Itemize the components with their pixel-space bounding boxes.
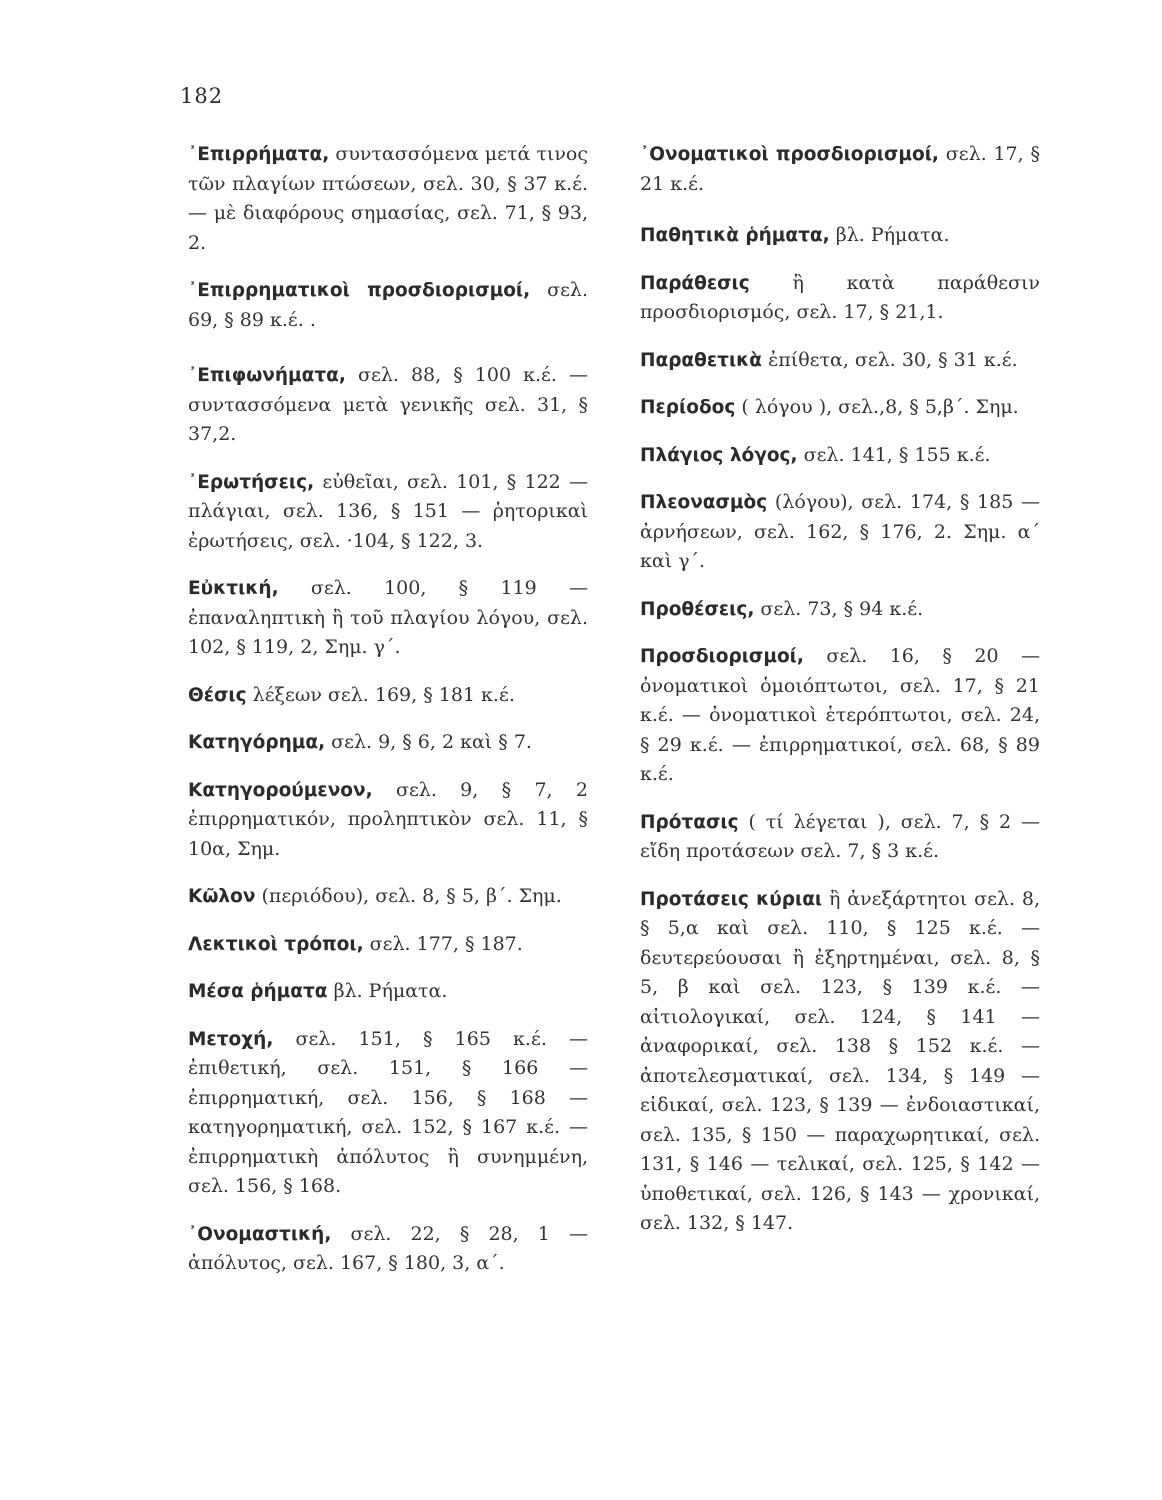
entry-term: ᾿Ερωτήσεις, [188,471,315,493]
entry-term: Κατηγορούμενον, [188,779,373,801]
entry-term: Μέσα ῥήματα [188,981,328,1002]
index-column-right [640,140,1040,1257]
entry-references: ἢ κατὰ παράθεσιν προσδιορισμός, σελ. 17, § 21,1. [640,271,1040,323]
entry-references: συντασσόμενα μετά τινος τῶν πλαγίων πτώσεων, σελ. 30, § 37 κ.έ. — μὲ διαφόρους σημασίας, σελ. 71, § 93, 2. [188,143,588,254]
index-entry [188,361,588,450]
entry-references: ( λόγου ), σελ.,8, § 5,β΄. Σημ. [741,396,1019,418]
entry-references: σελ. 73, § 94 κ.έ. [760,597,924,620]
index-entry [640,642,1040,790]
entry-term: Λεκτικοὶ τρόποι, [188,933,364,955]
index-entry [188,728,588,758]
entry-term: Προτάσεις κύριαι [640,888,823,910]
entry-references: σελ. 100, § 119 — ἐπαναληπτικὴ ἢ τοῦ πλαγίου λόγου, σελ. 102, § 119, 2, Σημ. γ΄. [188,577,588,658]
entry-references: λέξεων σελ. 169, § 181 κ.έ. [252,683,515,706]
entry-references: βλ. Ρήματα. [835,224,950,246]
entry-term: Παραθετικὰ [640,349,763,371]
index-entry [188,930,588,960]
entry-references: (λόγου), σελ. 174, § 185 — ἀρνήσεων, σελ. 162, § 176, 2. Σημ. α΄ καὶ γ΄. [640,491,1040,572]
index-entry [188,1025,588,1202]
entry-term: ᾿Ονοματικοὶ προσδιορισμοί, [640,144,939,165]
index-entry [640,221,1040,251]
entry-references: εὐθεῖαι, σελ. 101, § 122 — πλάγιαι, σελ. 136, § 151 — ῥητορικαὶ ἐρωτήσεις, σελ. ·104, § 122, 3. [188,470,588,552]
entry-references: σελ. 177, § 187. [369,932,523,955]
index-entry [188,140,588,258]
index-entry [640,885,1040,1239]
index-entry [640,393,1040,423]
entry-references: βλ. Ρήματα. [333,980,448,1002]
entry-term: Παθητικὰ ῥήματα, [640,225,830,246]
index-entry [188,468,588,557]
index-entry [640,595,1040,625]
page-number: 182 [180,84,224,108]
entry-term: Προσδιορισμοί, [640,646,804,667]
index-entry [640,488,1040,577]
entry-term: ᾿Επιρρήματα, [188,144,330,165]
index-entry [188,681,588,711]
entry-references: σελ. 151, § 165 κ.έ. — ἐπιθετική, σελ. 151, § 166 — ἐπιρρηματική, σελ. 156, § 168 — κατηγορηματική, σελ. 152, § 167 κ.έ. — ἐπιρρηματικὴ ἀπόλυτος ἢ συνημμένη, σελ. 156, § 168. [188,1027,588,1197]
entry-term: Θέσις [188,684,247,706]
entry-references: σελ. 69, § 89 κ.έ. . [188,279,588,331]
entry-references: σελ. 17, § 21 κ.έ. [640,143,1040,195]
index-entry [640,269,1040,328]
entry-references: ( τί λέγεται ), σελ. 7, § 2 — εἴδη προτάσεων σελ. 7, § 3 κ.έ. [640,810,1040,862]
index-entry [640,441,1040,471]
entry-term: ᾿Επιρρηματικοὶ προσδιορισμοί, [188,280,531,301]
entry-references: σελ. 141, § 155 κ.έ. [803,443,991,466]
index-column-left [188,140,588,1297]
index-entry [640,346,1040,376]
entry-references: σελ. 9, § 7, 2 ἐπιρρηματικόν, προληπτικὸν σελ. 11, § 10α, Σημ. [188,778,588,860]
entry-term: Πλεονασμὸς [640,492,768,513]
index-entry [640,140,1040,199]
index-entry [188,977,588,1007]
entry-term: ᾿Ονομαστική, [188,1223,332,1245]
entry-references: σελ. 9, § 6, 2 καὶ § 7. [331,731,532,753]
index-entry [188,1220,588,1279]
index-entry [188,776,588,865]
entry-term: Κατηγόρημα, [188,732,326,753]
entry-references: σελ. 88, § 100 κ.έ. — συντασσόμενα μετὰ γενικῆς σελ. 31, § 37,2. [188,364,589,445]
entry-references: σελ. 16, § 20 — ὀνοματικοὶ ὁμοιόπτωτοι, σελ. 17, § 21 κ.έ. — ὀνοματικοὶ ἑτερόπτωτοι, σελ. 24, § 29 κ.έ. — ἐπιρρηματικοί, σελ. 68, § 89 κ.έ. [640,645,1040,785]
entry-references: ἢ ἀνεξάρτητοι σελ. 8, § 5,α καὶ σελ. 110, § 125 κ.έ. — δευτερεύουσαι ἢ ἐξηρτημέναι, σελ. 8, § 5, β καὶ σελ. 123, § 139 κ.έ. — αἰτιολογικαί, σελ. 124, § 141 — ἀναφορικαί, σελ. 138 § 152 κ.έ. — ἀποτελεσματικαί, σελ. 134, § 149 — εἰδικαί, σελ. 123, § 139 — ἐνδοιαστικαί, σελ. 135, § 150 — παραχωρητικαί, σελ. 131, § 146 — τελικαί, σελ. 125, § 142 — ὑποθετικαί, σελ. 126, § 143 — χρονικαί, σελ. 132, § 147. [640,887,1041,1234]
entry-term: Κῶλον [188,886,256,907]
entry-references: (περιόδου), σελ. 8, § 5, β΄. Σημ. [261,885,562,907]
entry-term: ᾿Επιφωνήματα, [188,365,346,386]
entry-term: Προθέσεις, [640,598,755,620]
index-entry [188,882,588,912]
index-entry [188,276,588,335]
entry-term: Μετοχή, [188,1028,274,1050]
entry-references: σελ. 22, § 28, 1 — ἀπόλυτος, σελ. 167, § 180, 3, α΄. [188,1222,588,1274]
entry-references: ἐπίθετα, σελ. 30, § 31 κ.έ. [768,348,1018,371]
entry-term: Πρότασις [640,811,739,833]
entry-term: Πλάγιος λόγος, [640,444,798,466]
entry-term: Περίοδος [640,397,736,418]
index-entry [188,574,588,663]
entry-term: Εὐκτική, [188,578,279,599]
index-entry [640,808,1040,867]
entry-term: Παράθεσις [640,272,750,294]
